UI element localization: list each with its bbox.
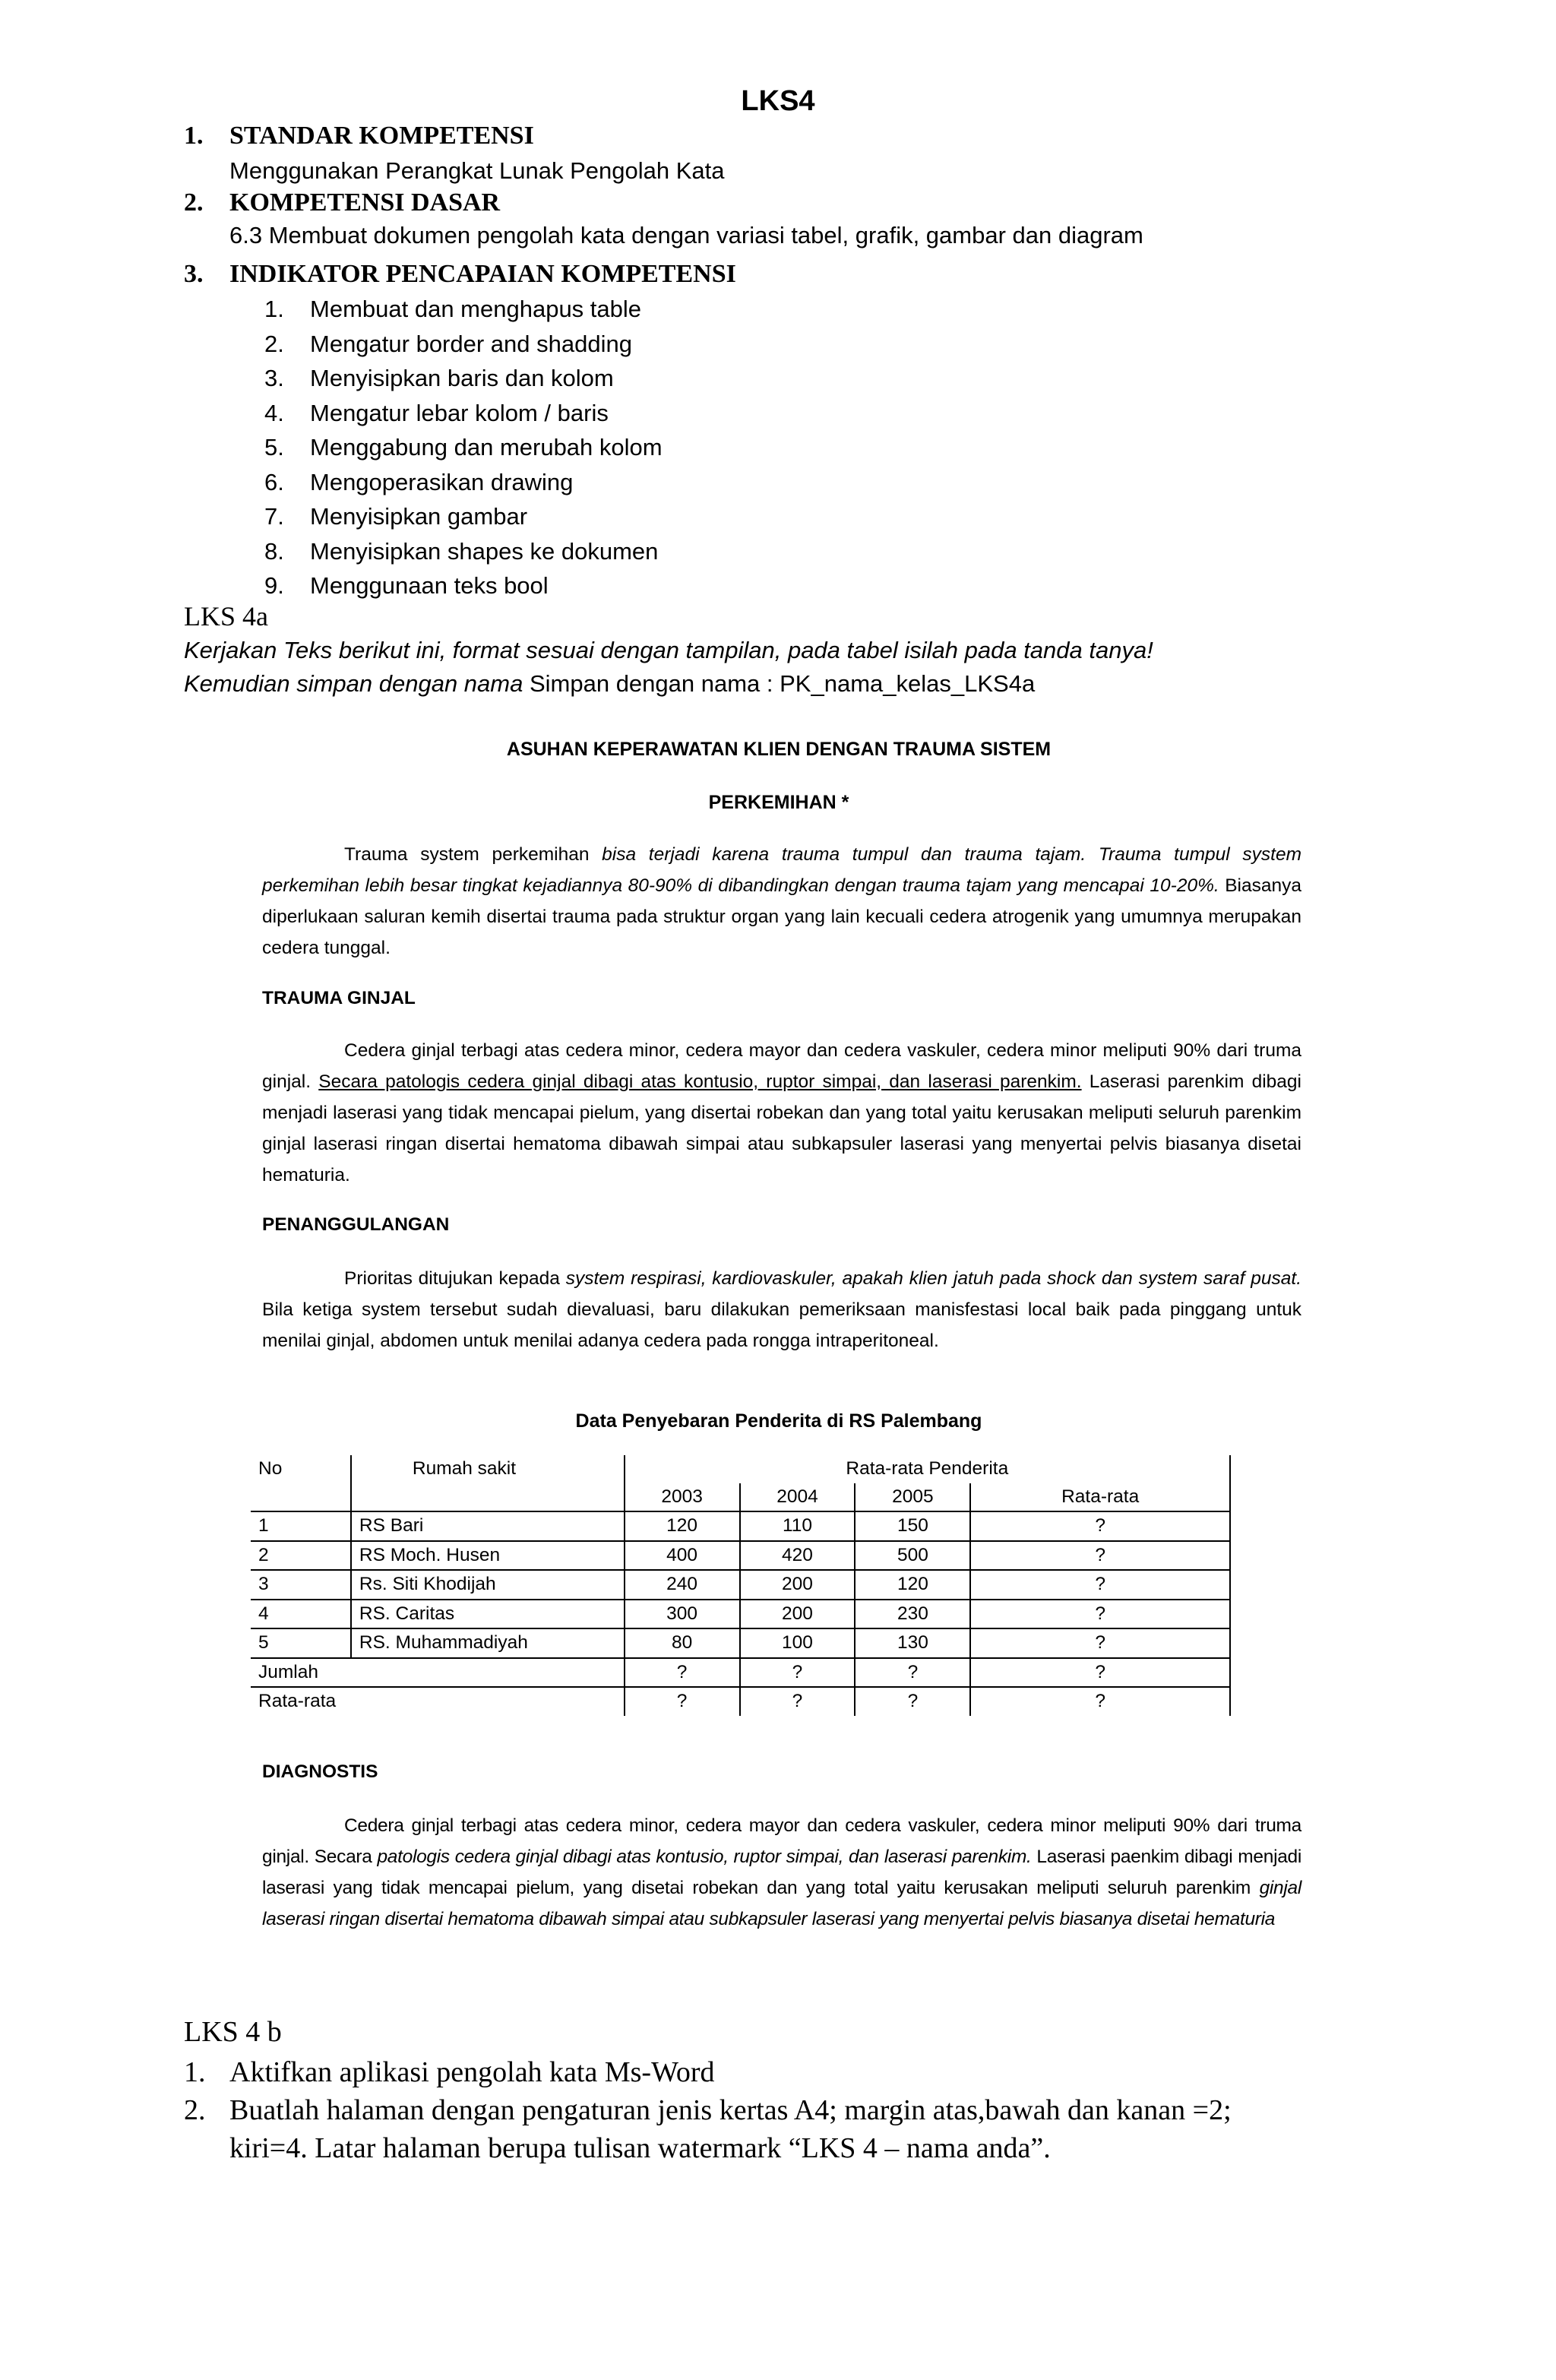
list-item: 6. Mengoperasikan drawing <box>264 468 574 495</box>
paragraph-trauma-ginjal: Cedera ginjal terbagi atas cedera minor, cedera mayor dan cedera vaskuler, cedera minor meliputi 90% dari truma ginjal. Secara patologis cedera ginjal dibagi atas kontusio, ruptor simpai, dan laserasi parenkim. Laserasi parenkim dibagi menjadi laserasi yang tidak mencapai pielum, yang disertai robekan dan yang total yaitu kerusakan meliputi seluruh parenkim ginjal laserasi ringan disertai hematoma dibawah simpai atau subkapsuler laserasi yang menyertai pelvis biasanya disetai hematuria. <box>262 1040 1301 1185</box>
list-item: 3. Menyisipkan baris dan kolom <box>264 365 614 391</box>
list-item: 1. Membuat dan menghapus table <box>264 296 642 322</box>
embedded-title: ASUHAN KEPERAWATAN KLIEN DENGAN TRAUMA SISTEM <box>506 739 1052 760</box>
table-row-jumlah: Jumlah ? ? ? ? <box>251 1658 1230 1688</box>
list-item: 7. Menyisipkan gambar <box>264 503 528 530</box>
header-rata-penderita: Rata-rata Penderita <box>625 1455 1230 1483</box>
instruction-line: Kerjakan Teks berikut ini, format sesuai dengan tampilan, pada tabel isilah pada tanda tanya! <box>184 637 1153 663</box>
table-title: Data Penyebaran Penderita di RS Palembang <box>575 1410 982 1432</box>
header-rumah-sakit: Rumah sakit <box>351 1455 625 1511</box>
paragraph-intro: Trauma system perkemihan bisa terjadi karena trauma tumpul dan trauma tajam. Trauma tumpul system perkemihan lebih besar tingkat kejadiannya 80-90% di dibandingkan dengan trauma tajam yang mencapai 10-20%. Biasanya diperlukaan saluran kemih disertai trauma pada struktur organ yang lain kecuali cedera atrogenik yang umumnya merupakan cedera tunggal. <box>262 844 1301 958</box>
section-heading: KOMPETENSI DASAR <box>229 188 501 217</box>
table-header-row: 2003 2004 2005 Rata-rata <box>251 1483 1230 1512</box>
embedded-subtitle: PERKEMIHAN * <box>708 792 849 813</box>
list-item: 2. Buatlah halaman dengan pengaturan jenis kertas A4; margin atas,bawah dan kanan =2; kiri=4. Latar halaman berupa tulisan watermark “LKS 4 – nama anda”. <box>184 2094 1232 2164</box>
lks4b-label: LKS 4 b <box>184 2016 282 2048</box>
list-item: 8. Menyisipkan shapes ke dokumen <box>264 537 659 565</box>
heading-trauma-ginjal: TRAUMA GINJAL <box>262 988 416 1008</box>
table-header-row <box>251 1455 1230 1483</box>
heading-diagnostis: DIAGNOSTIS <box>262 1761 378 1782</box>
paragraph-diagnostis: Cedera ginjal terbagi atas cedera minor, cedera mayor dan cedera vaskuler, cedera minor meliputi 90% dari truma ginjal. Secara patologis cedera ginjal dibagi atas kontusio, ruptor simpai, dan laserasi parenkim. Laserasi paenkim dibagi menjadi laserasi yang tidak mencapai pielum, yang disetai robekan dan yang total yaitu kerusakan meliputi seluruh parenkim ginjal laserasi ringan disertai hematoma dibawah simpai atau subkapsuler laserasi yang menyertai pelvis biasanya disetai hematuria <box>262 1815 1302 1929</box>
list-item: 1. Aktifkan aplikasi pengolah kata Ms-Word <box>184 2056 715 2088</box>
data-table <box>251 1455 1231 1716</box>
section-heading: STANDAR KOMPETENSI <box>229 122 534 150</box>
instruction-line: Kemudian simpan dengan nama Simpan dengan nama : PK_nama_kelas_LKS4a <box>184 670 1036 697</box>
lks4a-label: LKS 4a <box>184 601 268 631</box>
heading-penanggulangan: PENANGGULANGAN <box>262 1214 450 1235</box>
paragraph-penanggulangan: Prioritas ditujukan kepada system respirasi, kardiovaskuler, apakah klien jatuh pada shock dan system saraf pusat. Bila ketiga system tersebut sudah dievaluasi, baru dilakukan pemeriksaan manisfestasi local baik pada pinggang untuk menilai ginjal, abdomen untuk menilai adanya cedera pada rongga intraperitoneal. <box>262 1268 1301 1351</box>
section-standar-kompetensi: 1. STANDAR KOMPETENSI <box>184 122 534 150</box>
section-kompetensi-dasar: 2. KOMPETENSI DASAR <box>184 188 501 217</box>
section-heading: INDIKATOR PENCAPAIAN KOMPETENSI <box>229 260 736 288</box>
table-row-rata-rata: Rata-rata ? ? ? ? <box>251 1687 1230 1716</box>
table-row: 1 RS Bari 120 110 150 ? <box>251 1511 1230 1541</box>
section-body: 6.3 Membuat dokumen pengolah kata dengan variasi tabel, grafik, gambar dan diagram <box>229 222 1143 248</box>
indicator-list <box>264 292 663 603</box>
table-row: 4 RS. Caritas 300 200 230 ? <box>251 1600 1230 1629</box>
page-title: LKS4 <box>741 85 815 117</box>
list-item: 9. Menggunaan teks bool <box>264 572 549 599</box>
list-item: 2. Mengatur border and shadding <box>264 330 632 357</box>
list-item: 5. Menggabung dan merubah kolom <box>264 434 663 460</box>
section-indikator: 3. INDIKATOR PENCAPAIAN KOMPETENSI <box>184 260 736 288</box>
table-row: 5 RS. Muhammadiyah 80 100 130 ? <box>251 1628 1230 1658</box>
table-row: 3 Rs. Siti Khodijah 240 200 120 ? <box>251 1570 1230 1600</box>
section-body: Menggunakan Perangkat Lunak Pengolah Kata <box>229 157 725 184</box>
list-item: 4. Mengatur lebar kolom / baris <box>264 399 609 426</box>
header-no: No <box>251 1455 351 1511</box>
table-row: 2 RS Moch. Husen 400 420 500 ? <box>251 1541 1230 1571</box>
